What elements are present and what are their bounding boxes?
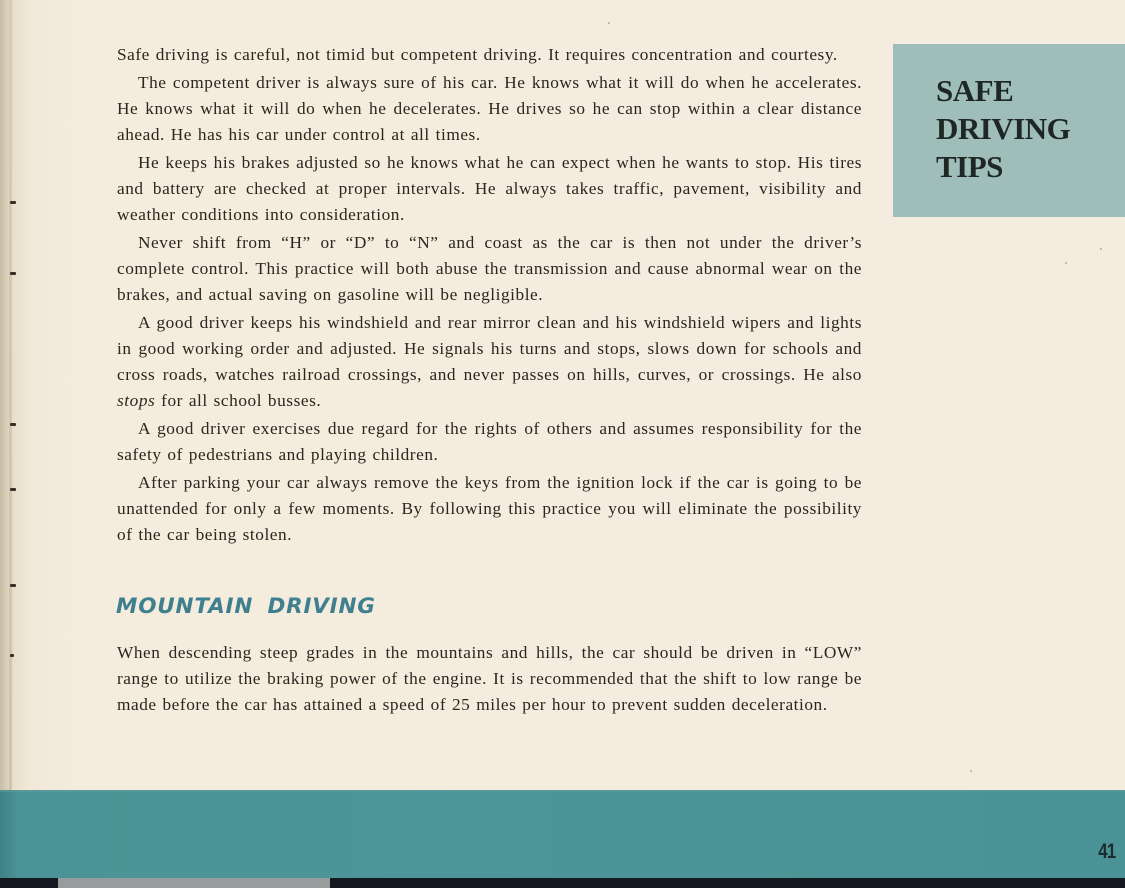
paper-speck <box>970 770 972 772</box>
paragraph <box>117 310 862 414</box>
paragraph: After parking your car always remove the keys from the ignition lock if the car is going to be unattended for only a few moments. By following this practice you will eliminate the possibility of the car being stolen. <box>117 473 862 544</box>
binding-stitch <box>10 201 16 204</box>
title-line: TIPS <box>936 149 1003 184</box>
footer-band <box>0 790 1125 878</box>
section-heading: MOUNTAIN DRIVING <box>116 594 376 619</box>
body-text <box>117 42 862 548</box>
section-paragraph: When descending steep grades in the mountains and hills, the car should be driven in “LOW” range to utilize the braking power of the engine. It is recommended that the shift to low range be made before the car has attained a speed of 25 miles per hour to prevent sudden deceleration. <box>117 643 862 714</box>
scan-bottom-edge <box>0 878 1125 888</box>
paper-speck <box>608 22 610 24</box>
paragraph: Never shift from “H” or “D” to “N” and coast as the car is then not under the driver’s complete control. This practice will both abuse the transmission and cause abnormal wear on the brakes, and actual saving on gasoline will be negligible. <box>117 233 862 304</box>
paper-speck <box>1100 248 1102 250</box>
section-title <box>936 72 1070 186</box>
emphasized-word: stops <box>117 391 156 410</box>
binding-stitch <box>10 272 16 275</box>
binding-gutter <box>9 0 12 790</box>
paragraph: A good driver exercises due regard for the rights of others and assumes responsibility for the safety of pedestrians and playing children. <box>117 419 862 464</box>
binding-stitch <box>10 654 14 657</box>
binding-stitch <box>10 488 16 491</box>
footer-band-edge <box>0 790 1125 792</box>
binding-stitch <box>10 584 16 587</box>
paragraph-text: for all school busses. <box>155 391 322 410</box>
title-line: DRIVING <box>936 111 1071 146</box>
paragraph: He keeps his brakes adjusted so he knows what he can expect when he wants to stop. His tires and battery are checked at proper intervals. He always takes traffic, pavement, visibility and weather conditions into consideration. <box>117 153 862 224</box>
binding-stitch <box>10 423 16 426</box>
section-title-box <box>893 44 1125 217</box>
paragraph: Safe driving is careful, not timid but competent driving. It requires concentration and courtesy. <box>117 45 838 64</box>
scan-edge-highlight <box>58 878 330 888</box>
paragraph-text: A good driver keeps his windshield and rear mirror clean and his windshield wipers and lights in good working order and adjusted. He signals his turns and stops, slows down for schools and cross roads, watches railroad crossings, and never passes on hills, curves, or crossings. He also <box>117 313 862 384</box>
title-line: SAFE <box>936 73 1014 108</box>
page-number: 41 <box>1097 840 1115 863</box>
paragraph: The competent driver is always sure of his car. He knows what it will do when he accelerates. He knows what it will do when he decelerates. He drives so he can stop within a clear distance ahead. He has his car under control at all times. <box>117 73 862 144</box>
paper-speck <box>1065 262 1067 264</box>
